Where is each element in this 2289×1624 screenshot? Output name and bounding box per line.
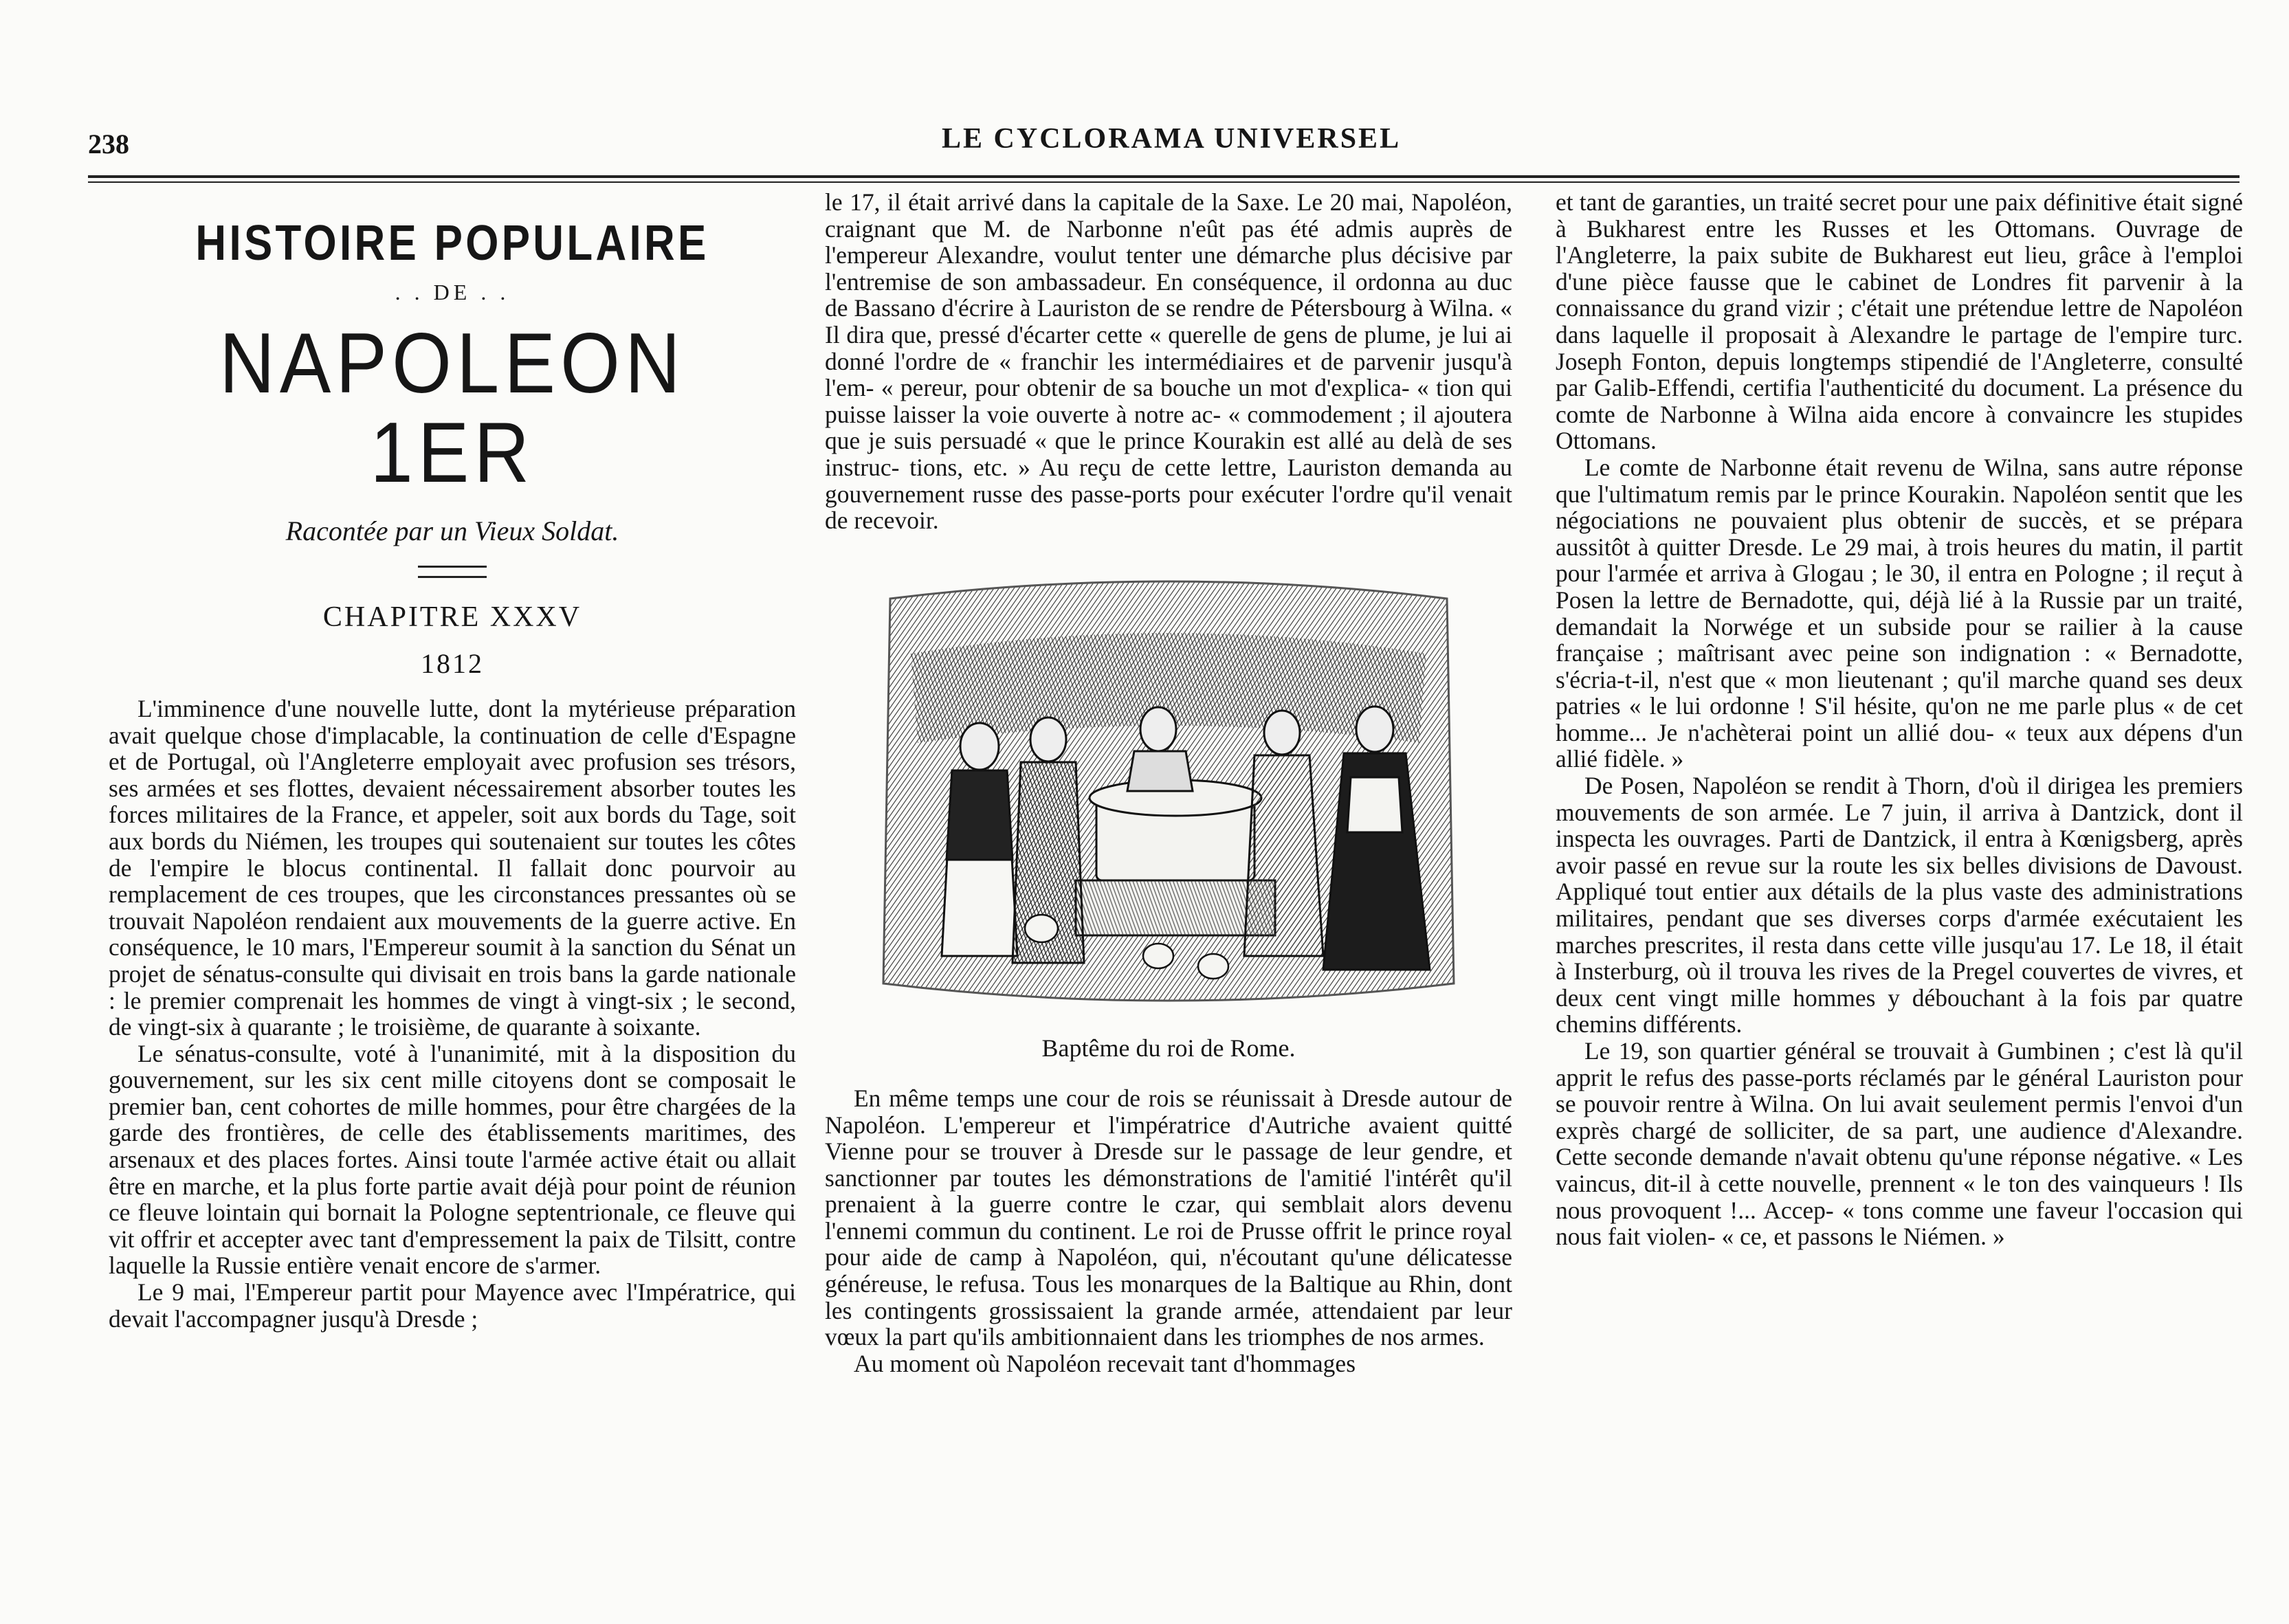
- paragraph: L'imminence d'une nouvelle lutte, dont la mytérieuse préparation avait quelque chose d'implacable, la continuation de celle d'Espagne et de Portugal, où l'Angleterre employait avec profusion ses trésors, ses armées et ses flottes, devaient nécessairement absorber toutes les forces militaires de la France, et appeler, soit aux bords du Tage, soit aux bords du Niémen, les troupes qui soutenaient sur toutes les côtes de l'empire le blocus continental. Il fallait donc pourvoir au remplacement de ces troupes, que les circonstances pressantes où se trouvait Napoléon rendaient aux mouvements de la guerre active. En conséquence, le 10 mars, l'Empereur soumit à la sanction du Sénat un projet de sénatus-consulte qui divisait en trois bans la garde nationale : le premier comprenait les hommes de vingt à vingt-six ; le second, de vingt-six à quarante ; le troisième, de quarante à soixante.: [109, 694, 796, 1041]
- header-rule-thin: [88, 181, 2240, 183]
- title-line-3: NAPOLEON 1ER: [219, 316, 685, 501]
- baptism-engraving: [870, 571, 1468, 1011]
- chapter-year: 1812: [421, 648, 484, 680]
- chapter-heading: CHAPITRE XXXV: [322, 601, 582, 633]
- paragraph: Le comte de Narbonne était revenu de Wilna, sans autre réponse que l'ultimatum remis par le prince Kourakin. Napoléon sentit que les négociations ne pouvaient plus obtenir de succès, et se prépara aussitôt à quitter Dresde. Le 29 mai, à trois heures du matin, il partit pour l'armée et arriva à Glogau ; le 30, il entra en Pologne ; il reçut à Posen la lettre de Bernadotte, qui, déjà lié à la Russie par un traité, demandait la Norwége et un subside pour se railier à la cause française ; maîtrisant avec peine son indignation : « Bernadotte, s'écria-t-il, n'est que « mon lieutenant ; qu'il marche quand ses deux patries « le lui ordonne ! S'il hésite, qu'on ne me parle plus « de cet homme... Je n'achèterai point un allié dou- « teux aux dépens d'un allié fidèle. »: [1556, 453, 2243, 773]
- running-head: LE CYCLORAMA UNIVERSEL: [942, 123, 1402, 155]
- paragraph: Le sénatus-consulte, voté à l'unanimité, mit à la disposition du gouvernement, sur les six cent mille citoyens dont se composait le premier ban, cent cohortes de mille hommes, pour être chargées de la garde des frontières, de celle des établissements maritimes, des arsenaux et des places fortes. Ainsi toute l'armée active était ou allait être en marche, et la plus forte partie avait déjà pour point de réunion ce fleuve lointain qui bornait la Pologne septentrionale, ce fleuve qui vit offrir et accepter avec tant d'empressement la paix de Tilsitt, contre laquelle la Russie entière venait encore de s'armer.: [109, 1039, 796, 1280]
- header-rule-thick: [88, 175, 2240, 178]
- paragraph: En même temps une cour de rois se réunissait à Dresde autour de Napoléon. L'empereur et l'impératrice d'Autriche avaient quitté Vienne pour se trouver à Dresde sur le passage de leur gendre, et sanctionner par toutes les démonstrations de l'amitié l'intérêt qu'il prenaient à la guerre contre le czar, qui semblait alors devenu l'ennemi commun du continent. Le roi de Prusse offrit le prince royal pour aide de camp à Napoléon, qui, n'écoutant qu'une délicatesse généreuse, le refusa. Tous les monarques de la Baltique au Rhin, dont les contingents grossissaient la grande armée, attendaient par leur vœux la part qu'ils ambitionnaient dans les triomphes de nos armes.: [825, 1084, 1512, 1351]
- engraving-illustration: [870, 571, 1468, 1016]
- page-number: 238: [88, 129, 129, 159]
- paragraph: le 17, il était arrivé dans la capitale de la Saxe. Le 20 mai, Napoléon, craignant que M. de Narbonne n'eût pas été admis auprès de l'empereur Alexandre, voulut tenter une démarche plus décisive par l'entremise de son ambassadeur. En conséquence, il ordonna au duc de Bassano d'écrire à Lauriston de se rendre de Pétersbourg à Wilna. « Il dira que, pressé d'écarter cette « querelle de gens de plume, je lui ai donné l'ordre de « franchir les intermédiaires et de parvenir jusqu'à l'em- « pereur, pour obtenir de sa bouche un mot d'explica- « tion qui puisse laisser la voie ouverte à notre ac- « commodement ; il ajoutera que je suis persuadé « que le prince Kourakin est allé au delà de ses instruc- tions, etc. » Au reçu de cette lettre, Lauriston demanda au gouvernement russe des passe-ports pour exécuter l'ordre qu'il venait de recevoir.: [825, 188, 1512, 535]
- byline: Racontée par un Vieux Soldat.: [285, 515, 619, 547]
- paragraph: De Posen, Napoléon se rendit à Thorn, d'où il dirigea les premiers mouvements de son armée. Le 7 juin, il arriva à Dantzick, dont il inspecta les ouvrages. Parti de Dantzick, il entra à Kœnigsberg, après avoir passé en revue sur la route les six belles divisions de Davoust. Appliqué tout entier aux détails de la plus vaste des administrations militaires, pendant que ses diverses corps d'armée exécutaient les marches prescrites, il resta dans cette ville jusqu'au 17. Le 18, il était à Insterburg, où il trouva les rives de la Pregel couvertes de vivres, et deux cent vingt mille hommes y débouchant à la fois par quatre chemins différents.: [1556, 772, 2243, 1038]
- paragraph: et tant de garanties, un traité secret pour une paix définitive était signé à Bukharest entre les Russes et les Ottomans. Ouvrage de l'Angleterre, la paix subite de Bukharest eut lieu, grâce à l'emploi d'une pièce fausse que le cabinet de Londres fit parvenir à la connaissance du grand vizir ; c'était une prétendue lettre de Napoléon dans laquelle il proposait à Alexandre le partage de l'empire turc. Joseph Fonton, depuis longtemps stipendié de l'Angleterre, consulté par Galib-Effendi, certifia l'authenticité du document. La présence du comte de Narbonne à Wilna aida encore à convaincre les stupides Ottomans.: [1556, 188, 2243, 455]
- title-block: [109, 216, 796, 680]
- column-2: [825, 189, 1512, 1377]
- paragraph: Le 19, son quartier général se trouvait à Gumbinen ; c'est là qu'il apprit le refus des passe-ports réclamés par le général Lauriston pour se pouvoir rentre à Wilna. On lui avait seulement permis l'envoi d'un exprès chargé de solliciter, de sa part, une audience d'Alexandre. Cette seconde demande n'avait obtenu qu'une réponse négative. « Les vaincus, dit-il à cette nouvelle, prennent « le ton des vainqueurs ! Ils nous provoquent !... Accep- « tons comme une faveur l'occasion qui nous fait violen- « ce, et passons le Niémen. »: [1556, 1037, 2243, 1251]
- title-line-1: HISTOIRE POPULAIRE: [195, 216, 709, 271]
- paragraph: Le 9 mai, l'Empereur partit pour Mayence avec l'Impératrice, qui devait l'accompagner jusqu'à Dresde ;: [109, 1278, 796, 1333]
- figure-caption: Baptême du roi de Rome.: [1041, 1034, 1296, 1063]
- column-3: [1556, 189, 2243, 1250]
- paragraph: Au moment où Napoléon recevait tant d'hommages: [854, 1349, 1356, 1377]
- title-line-2: . . DE . .: [395, 279, 510, 304]
- ornament-divider: [418, 566, 487, 578]
- column-1: [109, 189, 796, 1332]
